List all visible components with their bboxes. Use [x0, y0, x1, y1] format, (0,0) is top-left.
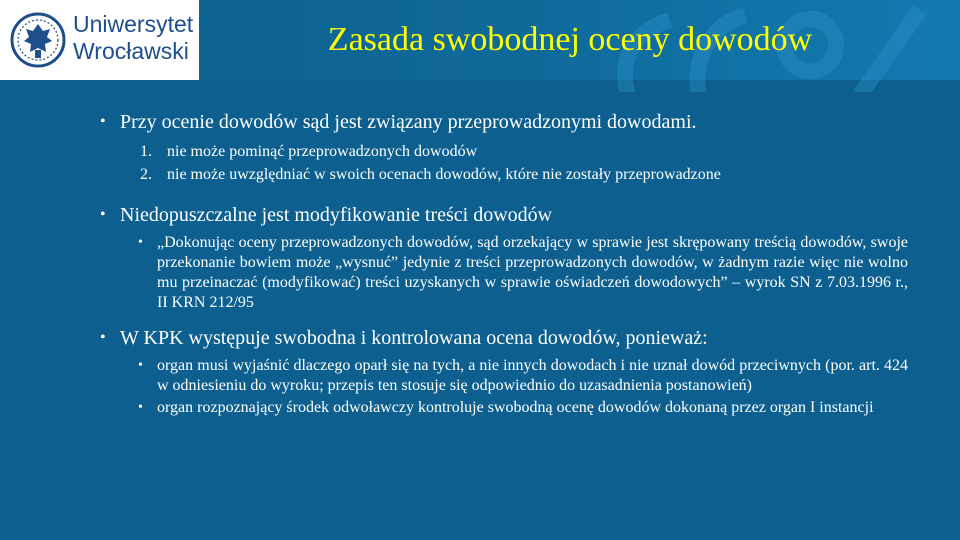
- bullet-3: [100, 326, 908, 350]
- sub-bullet-quote: [100, 233, 908, 313]
- bullet-1: [100, 110, 908, 134]
- bullet-dot-icon: •: [100, 113, 106, 130]
- sub-bullet-dot-icon: •: [138, 400, 143, 415]
- item-number: 2.: [140, 166, 152, 183]
- logo-line1: Uniwersytet: [73, 11, 194, 37]
- university-logo: [0, 0, 199, 80]
- item-number: 1.: [140, 143, 152, 160]
- slide-title: Zasada swobodnej oceny dowodów: [327, 21, 813, 58]
- sub-bullet-2: [100, 398, 908, 418]
- item-text: nie może pominąć przeprowadzonych dowodów: [167, 143, 478, 160]
- bullet-text: Przy ocenie dowodów sąd jest związany przeprowadzonymi dowodami.: [120, 111, 697, 133]
- sub-bullet-text: organ musi wyjaśnić dlaczego oparł się na tych, a nie innych dowodach i nie uznał dowód przeciwnych (por. art. 424 w odniesieniu do wyroku; przepis ten stosuje się odpowiednio do uzasadnienia postanowień): [157, 357, 908, 394]
- numbered-item-1: [100, 140, 908, 163]
- logo-wordmark: [73, 11, 193, 65]
- sub-bullet-dot-icon: •: [138, 358, 143, 373]
- sub-bullet-dot-icon: •: [138, 235, 143, 250]
- logo-line2: Wrocławski: [73, 38, 189, 64]
- slide-content: [100, 110, 908, 418]
- sub-bullet-1: [100, 356, 908, 396]
- bullet-2: [100, 203, 908, 227]
- bullet-dot-icon: •: [100, 206, 106, 223]
- sub-bullet-text: organ rozpoznający środek odwoławczy kontroluje swobodną ocenę dowodów dokonaną przez organ I instancji: [157, 399, 874, 416]
- bullet-dot-icon: •: [100, 329, 106, 346]
- numbered-list: [100, 140, 908, 186]
- bullet-text: W KPK występuje swobodna i kontrolowana ocena dowodów, ponieważ:: [120, 327, 708, 349]
- university-seal-icon: [10, 10, 66, 70]
- numbered-item-2: [100, 163, 908, 186]
- bullet-text: Niedopuszczalne jest modyfikowanie treści dowodów: [120, 204, 553, 226]
- item-text: nie może uwzględniać w swoich ocenach dowodów, które nie zostały przeprowadzone: [167, 166, 721, 183]
- sub-bullet-text: „Dokonując oceny przeprowadzonych dowodów, sąd orzekający w sprawie jest skrępowany treścią dowodów, swoje przekonanie bowiem może „wysnuć” jedynie z treści przeprowadzonych dowodów, w żadnym razie więc nie wolno mu przeinaczać (modyfikować) treści uzyskanych w sprawie oświadczeń dowodowych” – wyrok SN z 7.03.1996 r., II KRN 212/95: [157, 234, 908, 311]
